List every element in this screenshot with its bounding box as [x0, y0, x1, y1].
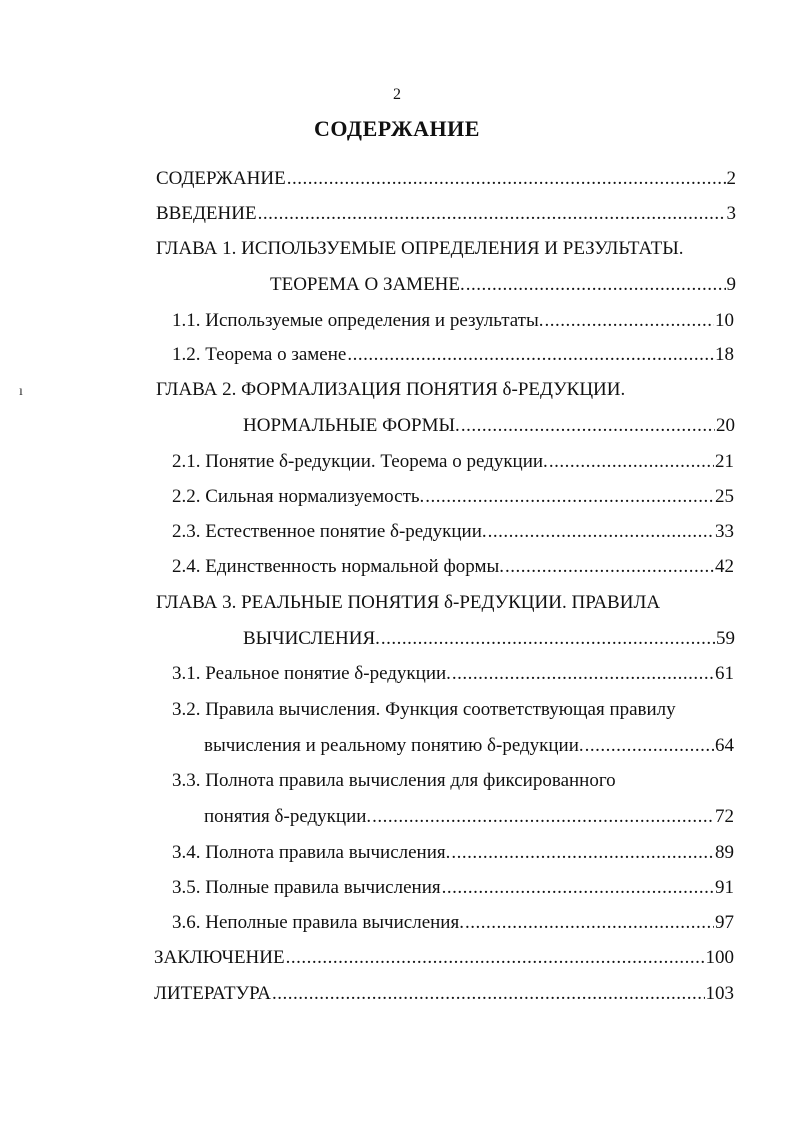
toc-entry-page: 103	[705, 983, 734, 1004]
toc-section-3-6[interactable]	[172, 911, 734, 935]
toc-chapter-1-heading[interactable]: ГЛАВА 1. ИСПОЛЬЗУЕМЫЕ ОПРЕДЕЛЕНИЯ И РЕЗУЛЬТАТЫ.	[156, 238, 684, 259]
toc-entry-page: 64	[715, 735, 734, 756]
toc-entry-page: 21	[715, 451, 734, 472]
toc-entry-label: 3.1. Реальное понятие δ-редукции.	[172, 663, 451, 684]
toc-section-2-1[interactable]	[172, 450, 734, 474]
toc-entry-page: 100	[705, 947, 734, 968]
leader-dots	[347, 343, 714, 367]
toc-section-3-5[interactable]	[172, 876, 734, 900]
toc-chapter-2[interactable]	[243, 414, 735, 438]
toc-entry-label: 2.3. Естественное понятие δ-редукции.	[172, 521, 487, 542]
leader-dots	[287, 167, 726, 191]
toc-section-1-2[interactable]	[172, 343, 734, 367]
toc-section-3-4[interactable]	[172, 841, 734, 865]
leader-dots	[452, 662, 714, 686]
toc-chapter-2-heading[interactable]: ГЛАВА 2. ФОРМАЛИЗАЦИЯ ПОНЯТИЯ δ-РЕДУКЦИИ.	[156, 379, 626, 400]
leader-dots	[545, 309, 715, 333]
leader-dots	[505, 555, 714, 579]
leader-dots	[466, 273, 726, 297]
toc-entry-intro[interactable]	[156, 202, 736, 226]
toc-entry-label: 2.2. Сильная нормализуемость.	[172, 486, 425, 507]
toc-entry-label: 2.1. Понятие δ-редукции. Теорема о редукции.	[172, 451, 548, 472]
toc-chapter-3[interactable]	[243, 627, 735, 651]
toc-chapter-3-heading[interactable]: ГЛАВА 3. РЕАЛЬНЫЕ ПОНЯТИЯ δ-РЕДУКЦИИ. ПРАВИЛА	[156, 592, 661, 613]
leader-dots	[461, 414, 715, 438]
toc-entry-page: 89	[715, 842, 734, 863]
toc-entry-label: 1.2. Теорема о замене	[172, 344, 347, 365]
toc-entry-page: 72	[715, 806, 734, 827]
leader-dots	[425, 485, 714, 509]
toc-entry-page: 10	[715, 310, 734, 331]
toc-entry-page: 18	[715, 344, 734, 365]
toc-entry-label: ЗАКЛЮЧЕНИЕ	[154, 947, 285, 968]
leader-dots	[372, 805, 714, 829]
toc-section-3-3-heading[interactable]: 3.3. Полнота правила вычисления для фиксированного	[172, 770, 616, 791]
toc-entry-page: 33	[715, 521, 734, 542]
toc-entry-label: понятия δ-редукции.	[204, 806, 372, 827]
toc-entry-page: 20	[716, 415, 735, 436]
toc-entry-label: 2.4. Единственность нормальной формы.	[172, 556, 505, 577]
toc-entry-label: 3.6. Неполные правила вычисления.	[172, 912, 464, 933]
toc-entry-contents[interactable]	[156, 167, 736, 191]
toc-entry-label: ВЫЧИСЛЕНИЯ.	[243, 628, 380, 649]
toc-entry-page: 59	[716, 628, 735, 649]
toc-entry-page: 61	[715, 663, 734, 684]
toc-entry-page: 25	[715, 486, 734, 507]
toc-entry-label: СОДЕРЖАНИЕ	[156, 168, 286, 189]
toc-entry-page: 3	[726, 203, 736, 224]
leader-dots	[381, 627, 715, 651]
toc-entry-label: НОРМАЛЬНЫЕ ФОРМЫ.	[243, 415, 460, 436]
margin-mark: ı	[19, 384, 23, 399]
toc-entry-page: 9	[726, 274, 736, 295]
leader-dots	[549, 450, 714, 474]
toc-section-3-1[interactable]	[172, 662, 734, 686]
leader-dots	[258, 202, 726, 226]
toc-section-3-2-heading[interactable]: 3.2. Правила вычисления. Функция соответствующая правилу	[172, 699, 676, 720]
toc-section-3-2[interactable]	[204, 734, 734, 758]
toc-section-1-1[interactable]	[172, 309, 734, 333]
page-number: 2	[393, 86, 401, 103]
toc-entry-page: 2	[726, 168, 736, 189]
toc-entry-page: 91	[715, 877, 734, 898]
leader-dots	[286, 946, 705, 970]
toc-entry-label: 1.1. Используемые определения и результаты.	[172, 310, 544, 331]
leader-dots	[451, 841, 714, 865]
toc-entry-conclusion[interactable]	[154, 946, 734, 970]
toc-entry-label: 3.4. Полнота правила вычисления.	[172, 842, 451, 863]
leader-dots	[585, 734, 714, 758]
toc-entry-label: вычисления и реальному понятию δ-редукции.	[204, 735, 584, 756]
toc-section-2-3[interactable]	[172, 520, 734, 544]
leader-dots	[272, 982, 705, 1006]
leader-dots	[442, 876, 714, 900]
leader-dots	[465, 911, 714, 935]
toc-chapter-1[interactable]	[270, 273, 736, 297]
toc-entry-label: ЛИТЕРАТУРА	[154, 983, 271, 1004]
toc-entry-label: ВВЕДЕНИЕ	[156, 203, 257, 224]
toc-entry-literature[interactable]	[154, 982, 734, 1006]
toc-entry-page: 97	[715, 912, 734, 933]
leader-dots	[488, 520, 714, 544]
toc-entry-page: 42	[715, 556, 734, 577]
toc-section-2-2[interactable]	[172, 485, 734, 509]
page-title: СОДЕРЖАНИЕ	[314, 116, 480, 141]
toc-entry-label: ТЕОРЕМА О ЗАМЕНЕ.	[270, 274, 465, 295]
toc-section-3-3[interactable]	[204, 805, 734, 829]
toc-entry-label: 3.5. Полные правила вычисления	[172, 877, 441, 898]
toc-section-2-4[interactable]	[172, 555, 734, 579]
